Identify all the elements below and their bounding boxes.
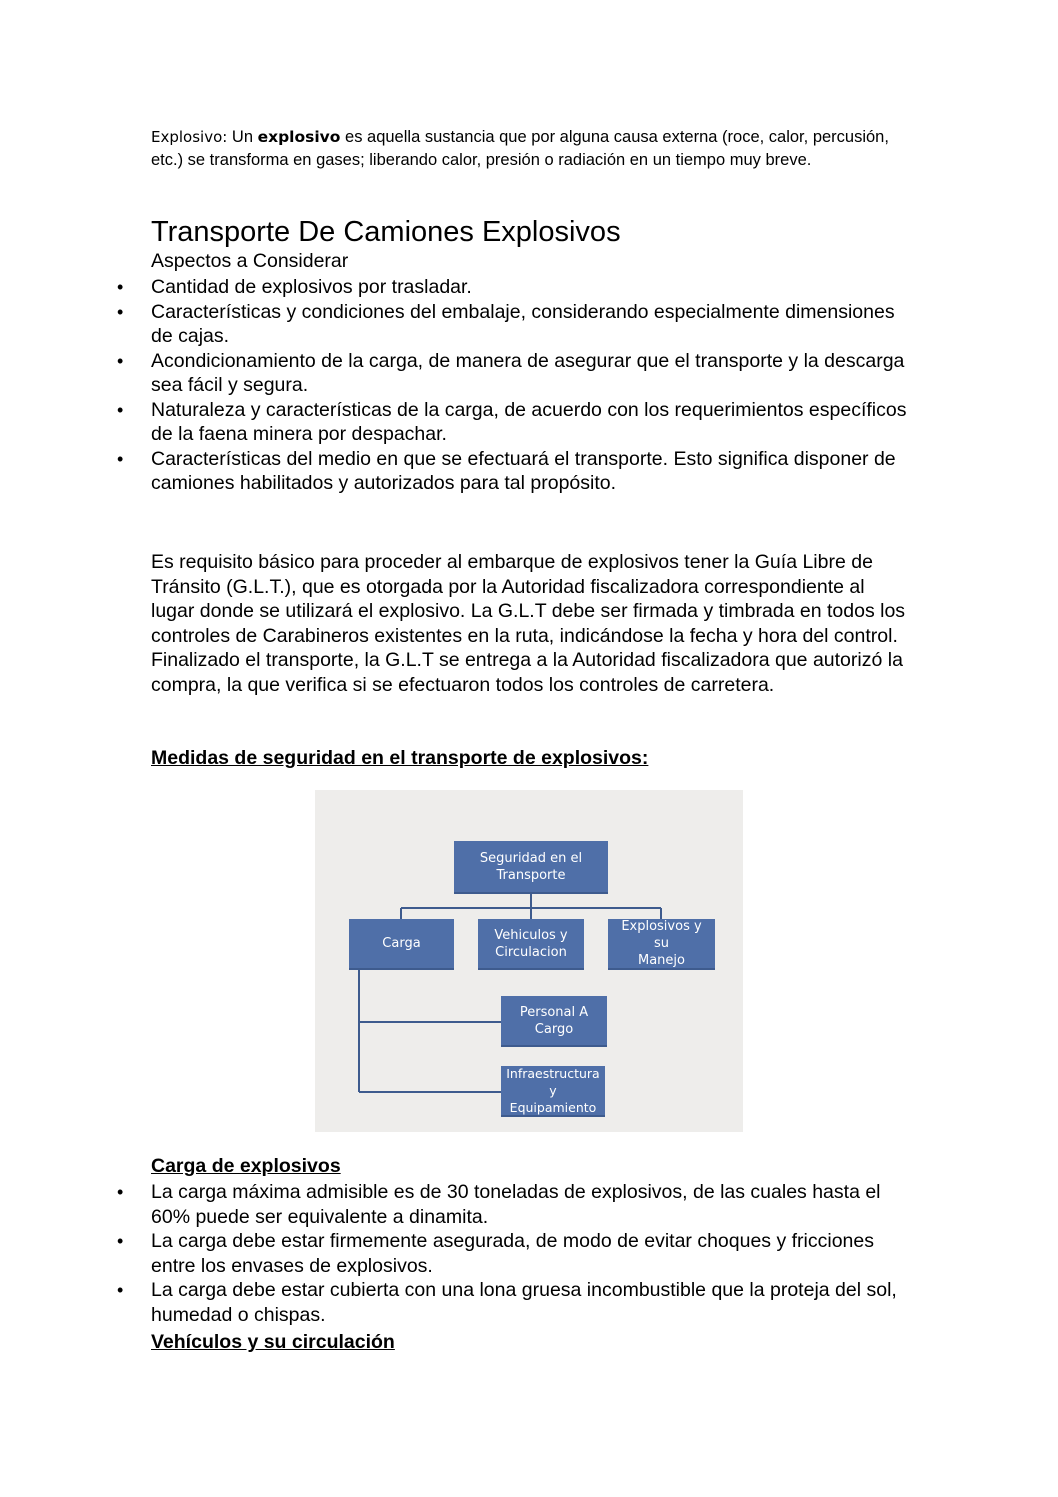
node-seguridad-transporte [454,841,608,894]
node-label: Infraestructura y Equipamiento [506,1066,600,1115]
heading-medidas: Medidas de seguridad en el transporte de explosivos: [151,747,649,769]
bullet-icon: • [117,350,124,371]
list-item [0,300,911,349]
node-personal-cargo [501,996,607,1047]
intro-lead: Explosivo: [151,128,228,146]
bullet-icon: • [117,399,124,420]
heading-carga: Carga de explosivos [151,1155,341,1177]
list-item-text: Cantidad de explosivos por trasladar. [151,276,472,298]
node-label: Explosivos y su Manejo [621,919,702,968]
list-item [0,447,911,496]
bullet-icon: • [117,1182,124,1202]
list-item-text: Acondicionamiento de la carga, de manera de asegurar que el transporte y la descarga sea fácil y segura. [151,349,905,396]
list-item-text: Características y condiciones del embalaje, considerando especialmente dimensiones de cajas. [151,300,895,347]
bullet-icon: • [117,1231,124,1251]
document-subtitle: Aspectos a Considerar [151,250,349,272]
intro-rest: es aquella sustancia que por alguna causa externa (roce, calor, percusión, etc.) se transforma en gases; liberando calor, presión o radiación en un tiempo muy breve. [151,128,889,169]
bullet-icon: • [117,277,124,297]
node-label: Vehiculos y Circulacion [494,927,568,960]
node-explosivos-manejo [608,919,715,970]
document-title: Transporte De Camiones Explosivos [151,216,621,248]
node-vehiculos-circulacion [478,919,584,970]
node-label: Seguridad en el Transporte [479,850,583,883]
list-item-text: La carga máxima admisible es de 30 toneladas de explosivos, de las cuales hasta el 60% puede ser equivalente a dinamita. [151,1181,881,1228]
list-item [0,1180,911,1229]
glt-paragraph [151,550,911,697]
node-label: Carga [382,936,421,951]
intro-paragraph [151,126,911,172]
bullet-icon: • [117,448,124,469]
bullet-icon: • [117,301,124,322]
list-item-text: Naturaleza y características de la carga, de acuerdo con los requerimientos específicos de la faena minera por despachar. [151,398,907,445]
intro-pre: Un [227,128,258,146]
list-item-text: La carga debe estar cubierta con una lona gruesa incombustible que la proteja del sol, humedad o chispas. [151,1279,897,1326]
aspects-list [0,275,1058,496]
intro-bold-term: explosivo [257,128,341,146]
glt-paragraph-1: Es requisito básico para proceder al embarque de explosivos tener la Guía Libre de Tránsito (G.L.T.), que es otorgada por la Autoridad fiscalizadora correspondiente al lugar donde se utilizará el explosivo. La G.L.T debe ser firmada y timbrada en todos los controles de Carabineros existentes en la ruta, indicándose la fecha y hora del control. [151,551,906,647]
org-diagram [315,790,743,1132]
list-item-text: La carga debe estar firmemente asegurada, de modo de evitar choques y fricciones entre los envases de explosivos. [151,1230,874,1277]
carga-list [0,1180,1058,1327]
list-item-text: Características del medio en que se efectuará el transporte. Esto significa disponer de camiones habilitados y autorizados para tal propósito. [151,447,896,494]
node-infraestructura-equipamiento [501,1066,605,1117]
list-item [0,275,911,300]
glt-paragraph-2: Finalizado el transporte, la G.L.T se entrega a la Autoridad fiscalizadora que autorizó la compra, la que verifica si se efectuaron todos los controles de carretera. [151,649,903,696]
list-item [0,1229,911,1278]
bullet-icon: • [117,1280,124,1300]
heading-vehiculos: Vehículos y su circulación [151,1331,395,1353]
list-item [0,1278,911,1327]
list-item [0,349,911,398]
node-label: Personal A Cargo [519,1004,589,1037]
list-item [0,398,911,447]
node-carga [349,919,454,970]
